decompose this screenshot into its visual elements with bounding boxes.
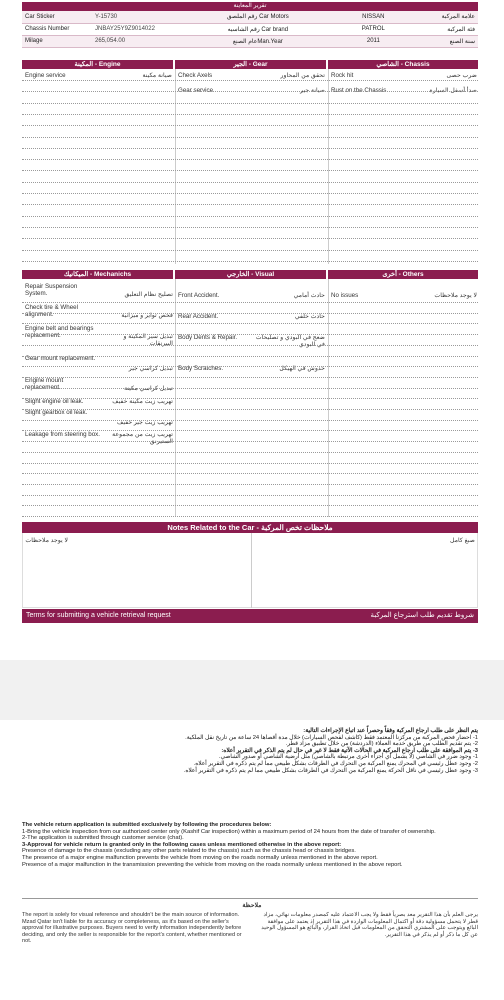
info-right-label: فئة المركبة: [408, 23, 478, 35]
notes-section-header: Notes Related to the Car - ملاحظات تخص المركبة: [22, 522, 478, 533]
visual-item-en: Body Scratches.: [178, 365, 224, 372]
mechanics-item-en: Gear mount replacement.: [25, 355, 96, 362]
gear-item-ar: صيانة جير: [300, 87, 325, 94]
ruled-line: [22, 473, 478, 474]
mechanics-item-en: Slight engine oil leak.: [25, 398, 84, 405]
terms-ar-line: 3- وجود عطل رئيسي في ناقل الحركة يمنع المركبة من التحرك في الطرقات بشكل طبيعي مما لم يتم ذكره في التقرير أعلاه.: [183, 767, 478, 774]
info-mid-value: 2011: [339, 35, 408, 47]
ruled-line: [22, 227, 478, 228]
mechanics-item-en: Engine belt and bearings replacement.: [25, 325, 94, 339]
mechanics-item-ar: تهريب زيت جير خفيف: [116, 419, 173, 426]
chassis-item-en: Rust on the Chassis: [331, 87, 387, 94]
info-label: Milage: [22, 35, 92, 47]
mechanics-item-ar: تبديل كراسي جير: [128, 365, 173, 372]
chassis-item-en: Rock hit: [331, 72, 354, 79]
mechanics-item-en: Engine mount replacement.: [25, 377, 64, 391]
info-row: [22, 11, 478, 23]
ruled-line: [22, 463, 478, 464]
terms-en-line: 2-The application is submitted through customer service (chat).: [22, 835, 184, 842]
disclaimer-divider: [22, 898, 478, 899]
engine-section-header: المكينة - Engine: [22, 60, 173, 69]
visual-item-en: Front Accident.: [178, 292, 220, 299]
ruled-line: [22, 204, 478, 205]
column-divider: [175, 69, 176, 264]
visual-section-header: الخارجي - Visual: [175, 270, 326, 279]
terms-en-line: Presence of a major malfunction in the transmission preventing the vehicle from moving on the roads normally unless mentioned in the above report.: [22, 861, 403, 868]
visual-item-ar: حادث خلفي: [294, 313, 325, 320]
info-label: Car Sticker: [22, 11, 92, 23]
chassis-item-ar: صدأ أسفل السيارة: [429, 87, 477, 94]
gear-item-en: Check Axels: [178, 72, 213, 79]
info-row: [22, 23, 478, 35]
ruled-line: [22, 80, 478, 81]
terms-title-en: Terms for submitting a vehicle retrieval request: [26, 612, 171, 619]
mechanics-item-en: Check tire & Wheel alignment.: [25, 304, 78, 318]
ruled-line: [22, 170, 478, 171]
ruled-line: [22, 334, 478, 335]
terms-en-line: The presence of a major engine malfunction prevents the vehicle from moving on the roads normally unless mentioned in the above report.: [22, 854, 378, 861]
ruled-line: [22, 430, 478, 431]
ruled-line: [22, 159, 478, 160]
visual-item-en: Rear Accident.: [178, 313, 219, 320]
terms-title-ar: شروط تقديم طلب استرجاع المركبة: [370, 612, 474, 619]
ruled-line: [22, 345, 478, 346]
info-mid-label: رقم الملصق Car Motors: [177, 11, 339, 23]
info-right-label: علامة المركبة: [408, 11, 478, 23]
info-right-label: سنة الصنع: [408, 35, 478, 47]
column-divider: [328, 69, 329, 264]
ruled-line: [22, 148, 478, 149]
visual-item-ar: حادث أمامي: [293, 292, 325, 299]
engine-item-en: Engine service: [25, 72, 66, 79]
ruled-line: [22, 302, 478, 303]
visual-item-ar: ضعج في البودي و تصليحات في البودي: [255, 334, 325, 348]
ruled-line: [22, 238, 478, 239]
ruled-line: [22, 366, 478, 367]
terms-en-line: 3-Approval for vehicle return is granted only in the following cases unless mentioned otherwise in the above report:: [22, 841, 342, 848]
gear-item-en: Gear service: [178, 87, 214, 94]
mechanics-item-ar: تبديل كراسي مكينة: [124, 385, 173, 392]
mechanics-item-en: Leakage from steering box.: [25, 431, 100, 438]
chassis-item-ar: ضرب حصى: [446, 72, 477, 79]
engine-item-ar: صيانة مكينة: [142, 72, 172, 79]
gear-section-header: الجير - Gear: [175, 60, 326, 69]
ruled-line: [22, 452, 478, 453]
visual-item-en: Body Dents & Repair.: [178, 334, 238, 341]
ruled-line: [22, 441, 478, 442]
ruled-line: [22, 114, 478, 115]
info-mid-value: NISSAN: [339, 11, 408, 23]
terms-ar-line: 3- يتم الموافقة على طلب ارجاع المركبة في الحالات الآتية فقط لا غير في حال لم يتم الذكر في التقرير أعلاه:: [221, 747, 478, 754]
terms-ar-block: [22, 728, 478, 774]
ruled-line: [22, 103, 478, 104]
ruled-line: [22, 516, 478, 517]
mechanics-section-header: الميكانيك - Mechanichs: [22, 270, 173, 279]
ruled-line: [22, 193, 478, 194]
ruled-line: [22, 216, 478, 217]
info-row: [22, 35, 478, 47]
mechanics-item-ar: فحص تواير و ميزانية: [121, 312, 173, 319]
ruled-line: [22, 420, 478, 421]
disclaimer-title: ملاحظة: [242, 902, 262, 909]
ruled-line: [22, 323, 478, 324]
info-mid-label: رقم الشاسيه Car brand: [177, 23, 339, 35]
terms-ar-line: 1- احضار فحص المركبة من مركزنا المعتمد فقط (كاشف لفحص السيارات) خلال مدة أقصاها 24 ساعة من تاريخ نقل الملكية.: [185, 734, 478, 741]
ruled-line: [22, 182, 478, 183]
info-value: Y-15730: [92, 11, 177, 23]
ruled-line: [22, 495, 478, 496]
visual-item-ar: خدوش في الهيكل: [279, 365, 325, 372]
info-value: JNBAY25Y9Z9014022: [92, 23, 177, 35]
others-item-ar: لا يوجد ملاحظات: [434, 292, 477, 299]
disclaimer-ar: يرجى العلم بأن هذا التقرير معد بصرياً فقط ولا يجب الاعتماد عليه كمصدر معلومات نهائي، مزاد قطر لا يتحمل مسؤولية دقة أو اكتمال المعلومات الواردة في هذا التقرير إذ يعتمد على موافقة البائع ويتوجب على المشتري التحقق من المعلومات قبل اتخاذ القرار، والبائع هو المسؤول الوحيد عن كل ما ذكر أو لم يذكر في هذا التقرير.: [261, 912, 478, 938]
terms-ar-line: 2- يتم تقديم الطلب من طريق خدمة العملاء (الدردشة) من خلال تطبيق مزاد قطر.: [285, 741, 478, 748]
ruled-line: [22, 313, 478, 314]
info-label: Chassis Number: [22, 23, 92, 35]
notes-divider: [251, 533, 252, 608]
ruled-line: [22, 484, 478, 485]
ruled-line: [22, 409, 478, 410]
mechanics-item-ar: تهريب زيت مكينة خفيف: [112, 398, 173, 405]
notes-body: [22, 533, 478, 608]
notes-left-text: لا يوجد ملاحظات: [25, 537, 68, 544]
chassis-section-header: الشاصي - Chassis: [328, 60, 478, 69]
terms-ar-line: 1- وجود ضرر في الشاصي (لا يشمل أي أجزاء أخرى مرتبطة بالشاصي) مثل أرضية الشاصي أو صدور الشاصي.: [218, 754, 478, 761]
terms-en-line: Presence of damage to the chassis (excluding any other parts related to the chassis) such as the chassis head or chassis bridges.: [22, 848, 356, 855]
others-section-header: أخرى - Others: [328, 270, 478, 279]
terms-ar-line: 2- وجود عطل رئيسي في المحرك يمنع المركبة من التحرك في الطرقات بشكل طبيعي مما لم يتم ذكره في التقرير أعلاه.: [193, 760, 478, 767]
terms-en-line: 1-Bring the vehicle inspection from our authorized center only (Kashif Car inspection) within a maximum period of 24 hours from the date of transfer of ownership.: [22, 828, 436, 835]
ruled-line: [22, 125, 478, 126]
ruled-line: [22, 137, 478, 138]
terms-en-block: [22, 822, 478, 868]
others-item-en: No issues: [331, 292, 359, 299]
mechanics-item-ar: تبديل سير المكينة و البيرنقات: [123, 333, 173, 347]
ruled-line: [22, 91, 478, 92]
info-mid-value: PATROL: [339, 23, 408, 35]
info-value: 265,054.00: [92, 35, 177, 47]
ruled-line: [22, 388, 478, 389]
report-title: تقرير المعاينة: [22, 2, 478, 11]
terms-ar-heading: يتم النظر على طلب ارجاع المركبة وفقاً وحصراً عند اتباع الإجراءات التالية:: [303, 728, 478, 734]
terms-bar: [22, 609, 478, 623]
info-mid-label: عام الصنعMan.Year: [177, 35, 339, 47]
terms-en-heading: The vehicle return application is submitted exclusively by following the procedures below:: [22, 822, 272, 828]
mechanics-item-en: Repair Suspension System.: [25, 283, 78, 297]
ruled-line: [22, 250, 478, 251]
mechanics-item-ar: تصليح نظام التعليق: [124, 291, 173, 298]
vehicle-info-table: [22, 11, 478, 48]
ruled-line: [22, 356, 478, 357]
notes-right-text: صبغ كامل: [450, 537, 475, 544]
ruled-line: [22, 398, 478, 399]
disclaimer-en: The report is solely for visual reference and shouldn't be the main source of information. Mzad Qatar isn't liable for its accuracy or completeness, as it's based on the seller's approval for illustrative purposes. Buyers need to verify information independently before deciding, and only the seller is responsible for the report's content, whether mentioned or not.: [22, 912, 242, 945]
ruled-line: [22, 505, 478, 506]
mechanics-item-en: Slight gearbox oil leak.: [25, 409, 88, 416]
page-gap: [0, 660, 504, 720]
ruled-line: [22, 377, 478, 378]
gear-item-ar: تحقق من المحاور: [280, 72, 325, 79]
ruled-line: [22, 261, 478, 262]
mechanics-item-ar: تهريب زيت من مجموعة الستيرنق: [112, 431, 173, 445]
